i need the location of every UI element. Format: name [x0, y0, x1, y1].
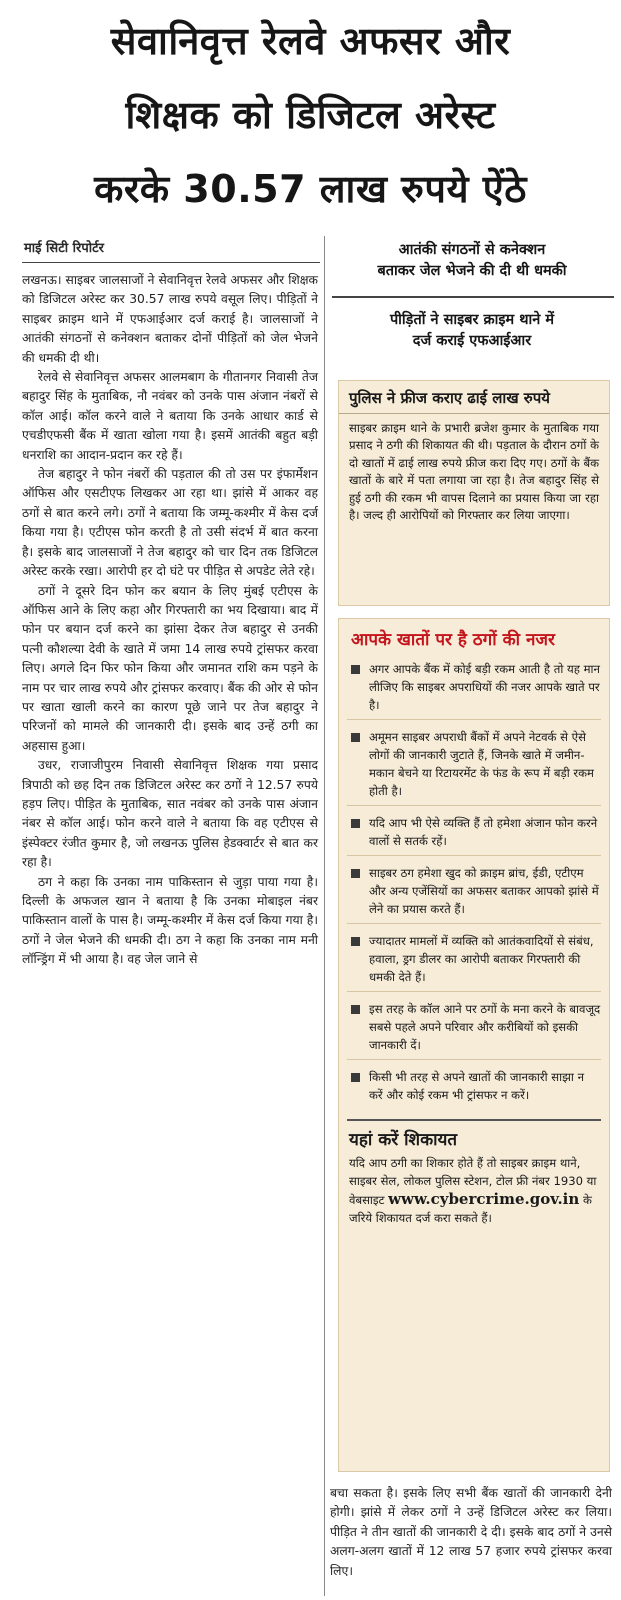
- headline-line-2: शिक्षक को डिजिटल अरेस्ट: [125, 93, 496, 137]
- complaint-section: [347, 1119, 601, 1227]
- complaint-title: यहां करें शिकायत: [349, 1130, 458, 1150]
- article-paragraph: ठग ने कहा कि उनका नाम पाकिस्तान से जुड़ा पाया गया है। दिल्ली के अफजल खान ने बताया है कि उनका मोबाइल नंबर पाकिस्तान वालों के पास है। जम्मू-कश्मीर में केस दर्ज किया गया है। ठगों ने जेल भेजने की धमकी दी। ठग ने कहा कि उनका नाम मनी लॉन्ड्रिंग में भी आया है। वह जेल जाने से: [22, 874, 318, 967]
- advice-item: इस तरह के कॉल आने पर ठगों के मना करने के बावजूद सबसे पहले अपने परिवार और करीबियों को इसकी जानकारी दें।: [347, 1000, 601, 1060]
- square-bullet-icon: [351, 937, 360, 946]
- advice-item: साइबर ठग हमेशा खुद को क्राइम ब्रांच, ईडी, एटीएम और अन्य एजेंसियों का अफसर बताकर आपको झांसे में लेने का प्रयास करते हैं।: [347, 864, 601, 924]
- square-bullet-icon: [351, 1073, 360, 1082]
- headline-line-3: करके 30.57 लाख रुपये ऐंठे: [94, 167, 527, 211]
- police-box-body: साइबर क्राइम थाने के प्रभारी ब्रजेश कुमार के मुताबिक गया प्रसाद ने ठगी की शिकायत की थी। पड़ताल के दौरान ठगों के दो खातों में ढाई लाख रुपये फ्रीज करा दिए गए। ठगों के बैंक खातों के बारे में पता लगाया जा रहा है। तेज बहादुर सिंह से हुई ठगी की रकम भी वापस दिलाने का प्रयास किया जा रहा है। जल्द ही आरोपियों को गिरफ्तार कर लिया जाएगा।: [349, 421, 599, 523]
- article-paragraph: रेलवे से सेवानिवृत्त अफसर आलमबाग के गीतानगर निवासी तेज बहादुर सिंह के मुताबिक, नौ नवंबर को उनके पास अंजान नंबरों से कॉल आई। कॉल करने वाले ने बताया कि उनके आधार कार्ड से एचडीएफसी बैंक में खाता खोला गया है। इसमें आतंकी बहुत बड़ी धनराशि का आदान-प्रदान कर रहे हैं।: [22, 370, 318, 462]
- subhead-rule: [332, 296, 614, 298]
- advice-item: ज्यादातर मामलों में व्यक्ति को आतंकवादियों से संबंध, हवाला, ड्रग डीलर का आरोपी बताकर गिरफ्तारी की धमकी देते हैं।: [347, 932, 601, 992]
- advice-item: अमूमन साइबर अपराधी बैंकों में अपने नेटवर्क से ऐसे लोगों की जानकारी जुटाते हैं, जिनके खाते में जमीन-मकान बेचने या रिटायरमेंट के फंड के रूप में बड़ी रकम होती है।: [347, 728, 601, 806]
- subhead-fir-line-2: दर्ज कराई एफआईआर: [412, 333, 532, 349]
- article-paragraph: लखनऊ। साइबर जालसाजों ने सेवानिवृत्त रेलवे अफसर और शिक्षक को डिजिटल अरेस्ट कर 30.57 लाख रुपये वसूल लिए। पीड़ितों ने साइबर क्राइम थाने में एफआईआर दर्ज कराई है। जालसाजों ने आतंकी संगठनों से कनेक्शन बताकर दोनों पीड़ितों को जेल भेजने की धमकी दी थी।: [22, 273, 318, 365]
- advice-box: [338, 618, 610, 1472]
- advice-list: [339, 656, 609, 1109]
- square-bullet-icon: [351, 733, 360, 742]
- police-box-title: पुलिस ने फ्रीज कराए ढाई लाख रुपये: [339, 381, 609, 414]
- police-freeze-box: [338, 380, 610, 606]
- square-bullet-icon: [351, 819, 360, 828]
- byline-rule: [22, 262, 320, 263]
- square-bullet-icon: [351, 665, 360, 674]
- square-bullet-icon: [351, 869, 360, 878]
- advice-item: यदि आप भी ऐसे व्यक्ति हैं तो हमेशा अंजान फोन करने वालों से सतर्क रहें।: [347, 814, 601, 856]
- headline: [6, 4, 615, 228]
- article-paragraph: उधर, राजाजीपुरम निवासी सेवानिवृत्त शिक्षक गया प्रसाद त्रिपाठी को छह दिन तक डिजिटल अरेस्ट कर ठगों ने 12.57 रुपये हड़प लिए। पीड़ित के मुताबिक, सात नवंबर को उनके पास अंजान नंबर से कॉल आई। फोन करने वाले ने बताया कि वह एटीएस से इंस्पेक्टर रंजीत कुमार है, जो लखनऊ पुलिस हेडक्वार्टर से बात कर रहा है।: [22, 758, 318, 870]
- subhead-fir-line-1: पीड़ितों ने साइबर क्राइम थाने में: [389, 312, 555, 328]
- complaint-website-link[interactable]: www.cybercrime.gov.in: [388, 1190, 580, 1208]
- advice-item: किसी भी तरह से अपने खातों की जानकारी साझा न करें और कोई रकम भी ट्रांसफर न करें।: [347, 1068, 601, 1109]
- headline-line-1: सेवानिवृत्त रेलवे अफसर और: [110, 19, 511, 63]
- article-continuation: [330, 1484, 612, 1581]
- article-paragraph: ठगों ने दूसरे दिन फोन कर बयान के लिए मुंबई एटीएस के ऑफिस आने के लिए कहा और गिरफ्तारी का भय दिखाया। बाद में फोन पर बयान दर्ज करने का झांसा देकर तेज बहादुर से उनकी पत्नी कौशल्या देवी के खाते में जमा 14 लाख रुपये ट्रांसफर करवा लिए। अगले दिन फिर फोन किया और जमानत राशि कम पड़ने के नाम पर चार लाख रुपये और ट्रांसफर करवाए। बैंक की ओर से फोन पर खाता खाली करने का कारण पूछे जाने पर तेज बहादुर ने परिजनों को मामले की जानकारी दी। इसके बाद उन्हें ठगी का अहसास हुआ।: [22, 583, 318, 753]
- subhead-terror-threat: [330, 240, 614, 282]
- article-paragraph-continued: बचा सकता है। इसके लिए सभी बैंक खातों की जानकारी देनी होगी। झांसे में लेकर ठगों ने उन्हें डिजिटल अरेस्ट कर लिया। पीड़ित ने तीन खातों की जानकारी दे दी। इसके बाद ठगों ने उनसे अलग-अलग खातों में 12 लाख 57 हजार रुपये ट्रांसफर करवा लिए।: [330, 1486, 612, 1578]
- subhead-terror-line-2: बताकर जेल भेजने की दी थी धमकी: [377, 263, 567, 279]
- subhead-fir: [330, 310, 614, 352]
- complaint-text: यदि आप ठगी का शिकार होते हैं तो साइबर क्राइम थाने, साइबर सेल, लोकल पुलिस स्टेशन, टोल फ्री नंबर 1930 या वेबसाइट www.cybercrime.gov.in के जरिये शिकायत दर्ज करा सकते हैं।: [349, 1156, 597, 1225]
- subhead-terror-line-1: आतंकी संगठनों से कनेक्शन: [398, 242, 546, 258]
- column-divider: [324, 236, 325, 1596]
- advice-box-title: आपके खातों पर है ठगों की नजर: [351, 630, 555, 650]
- article-body: [22, 271, 318, 970]
- advice-item: अगर आपके बैंक में कोई बड़ी रकम आती है तो यह मान लीजिए कि साइबर अपराधियों की नजर आपके खाते पर है।: [347, 660, 601, 720]
- square-bullet-icon: [351, 1005, 360, 1014]
- byline: माई सिटी रिपोर्टर: [24, 241, 104, 256]
- article-paragraph: तेज बहादुर ने फोन नंबरों की पड़ताल की तो उस पर इंफार्मेशन ऑफिस और एसटीएफ लिखकर आ रहा था। झांसे में आकर वह ठगों से बात करने लगे। ठगों ने बताया कि जम्मू-कश्मीर में केस दर्ज किया गया है। एटीएस फोन करती है तो उसी संदर्भ में बात करना है। इसके बाद जालसाजों ने तेज बहादुर को चार दिन तक डिजिटल अरेस्ट करके रखा। आरोपी हर दो घंटे पर पीड़ित से अपडेट लेते रहे।: [22, 467, 318, 579]
